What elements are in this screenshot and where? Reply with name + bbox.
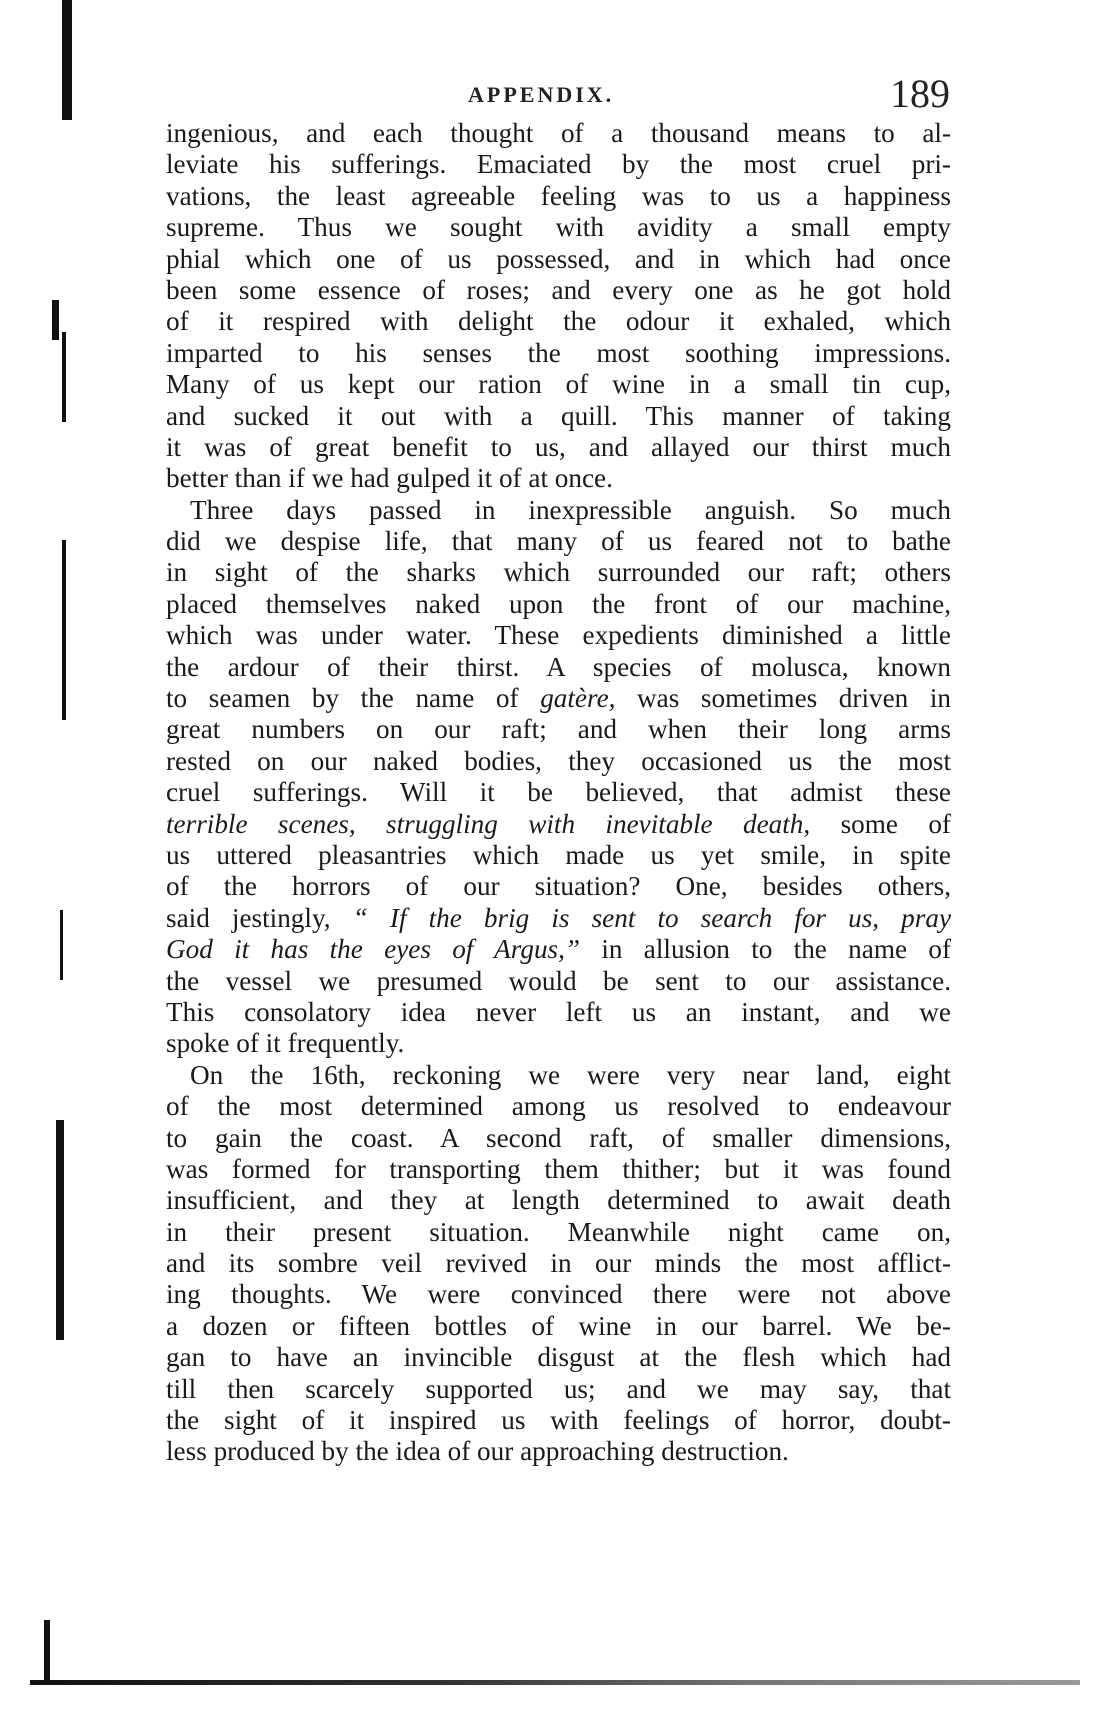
text-line: a dozen or fifteen bottles of wine in our barrel. We be- xyxy=(166,1310,951,1341)
text-line: less produced by the idea of our approaching destruction. xyxy=(166,1436,789,1467)
text-line: Many of us kept our ration of wine in a small tin cup, xyxy=(166,369,951,400)
text-line: did we despise life, that many of us feared not to bathe xyxy=(166,526,951,557)
text-line: cruel sufferings. Will it be believed, that admist these xyxy=(166,777,951,808)
italic-quote: God it has the eyes of Argus,” xyxy=(166,934,581,965)
text-line-mixed xyxy=(166,809,951,840)
margin-mark xyxy=(44,1620,50,1684)
text-line: the vessel we presumed would be sent to our assistance. xyxy=(166,965,951,996)
italic-quote: “ If the brig is sent to search for us, pray xyxy=(352,902,952,933)
text-line: Three days passed in inexpressible anguish. So much xyxy=(190,494,951,525)
text-line: This consolatory idea never left us an instant, and we xyxy=(166,996,951,1027)
text-line: till then scarcely supported us; and we may say, that xyxy=(166,1373,951,1404)
text-line: which was under water. These expedients diminished a little xyxy=(166,620,951,651)
italic-term: gatère, xyxy=(540,683,616,714)
text-line: in their present situation. Meanwhile night came on, xyxy=(166,1216,951,1247)
text-line: to gain the coast. A second raft, of smaller dimensions, xyxy=(166,1122,951,1153)
text-line: of the horrors of our situation? One, besides others, xyxy=(166,871,951,902)
running-header: APPENDIX. xyxy=(468,82,615,107)
text-line: spoke of it frequently. xyxy=(166,1028,405,1059)
text-line: placed themselves naked upon the front of our machine, xyxy=(166,588,951,619)
text-line: supreme. Thus we sought with avidity a small empty xyxy=(166,212,951,243)
text-line: ing thoughts. We were convinced there were not above xyxy=(166,1279,951,1310)
text-line-mixed xyxy=(166,683,951,714)
margin-mark xyxy=(60,910,63,980)
margin-mark xyxy=(56,1120,64,1340)
text-line: was formed for transporting them thither; but it was found xyxy=(166,1153,951,1184)
text-line-mixed xyxy=(166,934,951,965)
italic-segment: terrible scenes, struggling with inevitable death, xyxy=(166,808,811,839)
text-segment: was sometimes driven in xyxy=(637,683,952,714)
text-line: and sucked it out with a quill. This manner of taking xyxy=(166,400,951,431)
text-line: vations, the least agreeable feeling was to us a happiness xyxy=(166,180,951,211)
text-line: us uttered pleasantries which made us yet smile, in spite xyxy=(166,839,951,870)
text-line: the sight of it inspired us with feelings of horror, doubt- xyxy=(166,1405,951,1436)
text-segment: said jestingly, xyxy=(166,902,331,933)
text-line: leviate his sufferings. Emaciated by the most cruel pri- xyxy=(166,149,951,180)
text-line: in sight of the sharks which surrounded our raft; others xyxy=(166,557,951,588)
text-line: imparted to his senses the most soothing impressions. xyxy=(166,337,951,368)
margin-mark xyxy=(52,300,59,340)
text-line: gan to have an invincible disgust at the flesh which had xyxy=(166,1342,951,1373)
page-number: 189 xyxy=(890,71,950,116)
text-line: great numbers on our raft; and when their long arms xyxy=(166,714,951,745)
margin-mark xyxy=(62,332,66,422)
text-segment: some of xyxy=(840,808,951,839)
text-line: of the most determined among us resolved to endeavour xyxy=(166,1091,951,1122)
text-line: of it respired with delight the odour it exhaled, which xyxy=(166,306,951,337)
text-line: the ardour of their thirst. A species of molusca, known xyxy=(166,651,951,682)
margin-mark xyxy=(62,0,72,120)
bottom-edge-rule xyxy=(30,1680,1080,1685)
text-line-mixed xyxy=(166,903,951,934)
text-line: been some essence of roses; and every one as he got hold xyxy=(166,274,951,305)
text-line: phial which one of us possessed, and in which had once xyxy=(166,243,951,274)
text-line: rested on our naked bodies, they occasioned us the most xyxy=(166,745,951,776)
text-line: it was of great benefit to us, and allayed our thirst much xyxy=(166,431,951,462)
text-line: ingenious, and each thought of a thousand means to al- xyxy=(166,118,951,148)
body-text xyxy=(166,118,951,1468)
margin-mark xyxy=(62,540,66,720)
text-line: better than if we had gulped it of at once. xyxy=(166,463,613,494)
text-line: and its sombre veil revived in our minds the most afflict- xyxy=(166,1248,951,1279)
text-segment: in allusion to the name of xyxy=(601,934,952,965)
text-segment: to seamen by the name of xyxy=(166,683,519,714)
text-line: On the 16th, reckoning we were very near land, eight xyxy=(190,1059,951,1090)
text-line: insufficient, and they at length determined to await death xyxy=(166,1185,951,1216)
